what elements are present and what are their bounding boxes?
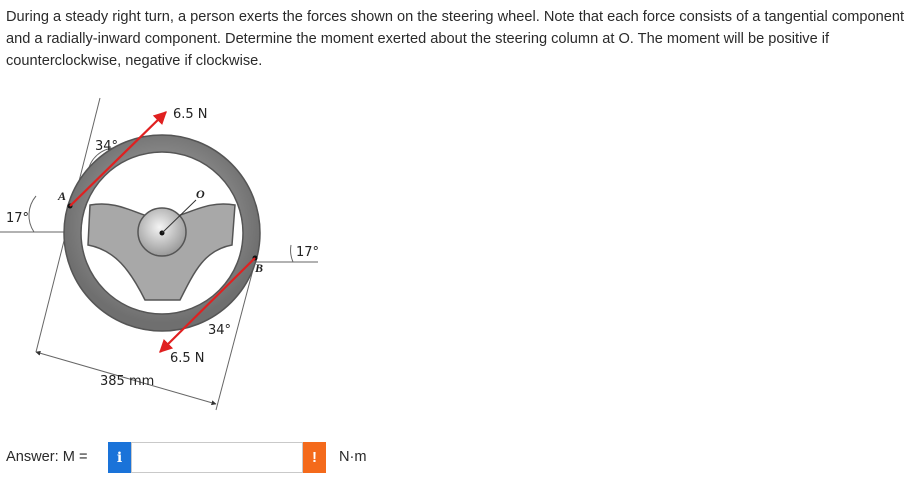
info-icon[interactable]: i — [108, 442, 131, 473]
answer-input[interactable] — [131, 442, 303, 473]
question-text: During a steady right turn, a person exerts the forces shown on the steering wheel. Note that each force consists of a tangential component and a radially-inward component. Determine the moment exerted about the steering column at O. The moment will be positive if counterclockwise, negative if clockwise. — [6, 9, 905, 69]
unit-label: N·m — [339, 449, 367, 465]
force-bottom-label: 6.5 N — [170, 351, 205, 366]
angle-left-label: 17° — [6, 211, 30, 226]
angle-top-label: 34° — [95, 139, 119, 154]
warning-icon[interactable]: ! — [303, 442, 326, 473]
steering-wheel-figure — [0, 92, 340, 422]
point-o-label: O — [196, 187, 205, 201]
angle-right-label: 17° — [296, 245, 320, 260]
force-top-label: 6.5 N — [173, 107, 208, 122]
point-a-label: A — [58, 189, 67, 203]
dimension-label: 385 mm — [100, 374, 155, 389]
point-b-label: B — [255, 261, 264, 275]
steering-wheel — [64, 135, 260, 331]
answer-row — [6, 442, 406, 474]
answer-label: Answer: M = — [6, 449, 88, 465]
angle-bottom-label: 34° — [208, 323, 232, 338]
